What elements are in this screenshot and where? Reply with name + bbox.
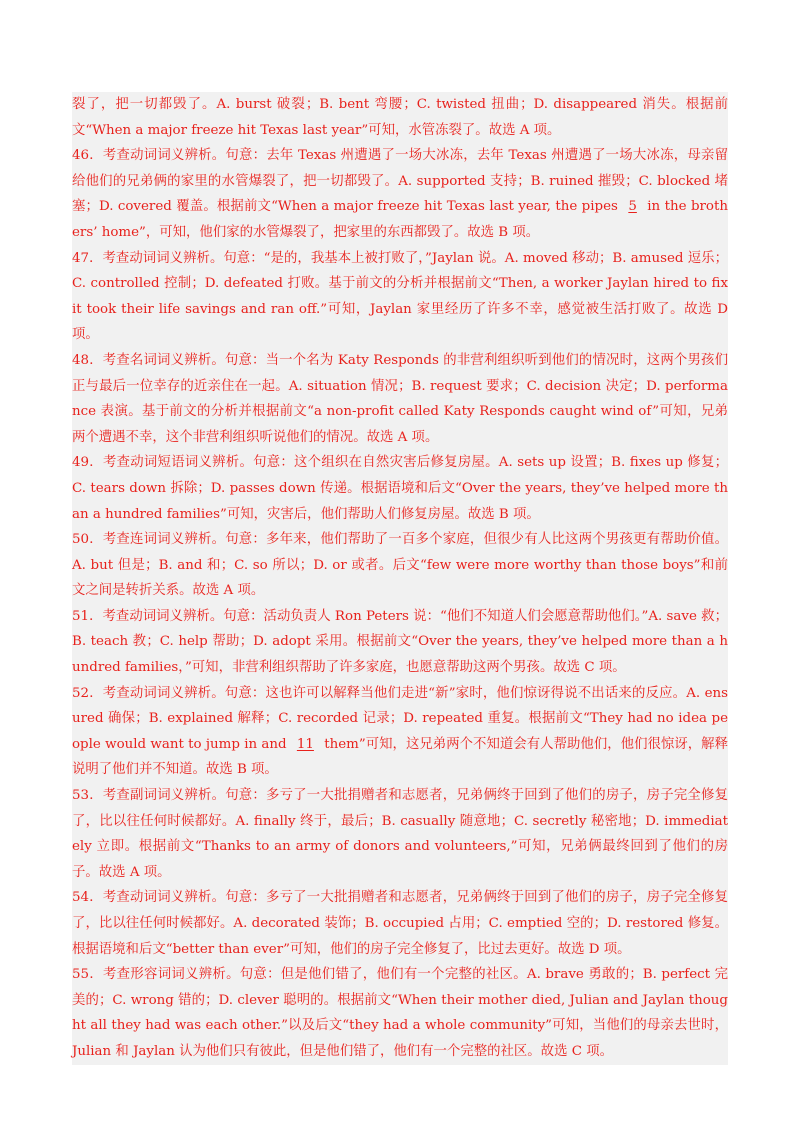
explanation-51	[72, 604, 728, 681]
blank-number: 11	[296, 736, 314, 752]
explanation-text: 52．考查动词词义辨析。句意：这也许可以解释当他们走进“新”家时，他们惊讶得说不出话来的反应。A. ensured 确保；B. explained 解释；C. recorded 记录；D. repeated 重复。根据前文“They had no idea people would want to jump in and	[72, 685, 728, 752]
explanation-text: in the brothers’ home”，可知，他们家的水管爆裂了，把家里的东西都毁了。故选 B 项。	[72, 199, 728, 240]
explanation-54	[72, 885, 728, 962]
explanation-45-continued	[72, 92, 728, 143]
explanation-text: them”可知，这兄弟两个不知道会有人帮助他们，他们很惊讶，解释说明了他们并不知道。故选 B 项。	[72, 736, 728, 778]
explanation-text: 46．考查动词词义辨析。句意：去年 Texas 州遭遇了一场大冰冻，去年 Texas 州遭遇了一场大冰冻，母亲留给他们的兄弟俩的家里的水管爆裂了，把一切都毁了。A. supported 支持；B. ruined 摧毁；C. blocked 堵塞；D. covered 覆盖。根据前文“When a major freeze hit Texas last year, the pipes	[72, 148, 728, 215]
answer-explanations	[72, 92, 728, 1065]
explanation-53	[72, 783, 728, 885]
explanation-47	[72, 246, 728, 348]
explanation-text: 48．考查名词词义辨析。句意：当一个名为 Katy Responds 的非营利组织听到他们的情况时，这两个男孩们正与最后一位幸存的近亲住在一起。A. situation 情况；B. request 要求；C. decision 决定；D. performance 表演。基于前文的分析并根据前文“a non-profit called Katy Responds caught wind of”可知，兄弟两个遭遇不幸，这个非营利组织听说他们的情况。故选 A 项。	[72, 352, 728, 445]
explanation-50	[72, 527, 728, 604]
explanation-49	[72, 450, 728, 527]
explanation-text: 47．考查动词词义辨析。句意：“是的，我基本上被打败了，”Jaylan 说。A. moved 移动；B. amused 逗乐；C. controlled 控制；D. defeated 打败。基于前文的分析并根据前文“Then, a worker Jaylan hired to fix it took their life savings and ran off.”可知，Jaylan 家里经历了许多不幸，感觉被生活打败了。故选 D 项。	[72, 250, 728, 343]
explanation-46	[72, 143, 728, 245]
explanation-55	[72, 962, 728, 1064]
explanation-text: 54．考查动词词义辨析。句意：多亏了一大批捐赠者和志愿者，兄弟俩终于回到了他们的房子，房子完全修复了，比以往任何时候都好。A. decorated 装饰；B. occupied 占用；C. emptied 空的；D. restored 修复。根据语境和后文“better than ever”可知，他们的房子完全修复了，比过去更好。故选 D 项。	[72, 890, 728, 957]
explanation-48	[72, 348, 728, 450]
explanation-text: 50．考查连词词义辨析。句意：多年来，他们帮助了一百多个家庭，但很少有人比这两个男孩更有帮助价值。A. but 但是；B. and 和；C. so 所以；D. or 或者。后文“few were more worthy than those boys”和前文之间是转折关系。故选 A 项。	[72, 532, 728, 599]
explanation-text: 51．考查动词词义辨析。句意：活动负责人 Ron Peters 说：“他们不知道人们会愿意帮助他们。”A. save 救；B. teach 教；C. help 帮助；D. adopt 采用。根据前文“Over the years, they’ve helped more than a hundred families，”可知，非营利组织帮助了许多家庭，也愿意帮助这两个男孩。故选 C 项。	[72, 608, 728, 676]
explanation-text: 55．考查形容词词义辨析。句意：但是他们错了，他们有一个完整的社区。A. brave 勇敢的；B. perfect 完美的；C. wrong 错的；D. clever 聪明的。根据前文“When their mother died, Julian and Jaylan thought all they had was each other.”以及后文“they had a whole community”可知，当他们的母亲去世时，Julian 和 Jaylan 认为他们只有彼此，但是他们错了，他们有一个完整的社区。故选 C 项。	[72, 967, 728, 1059]
explanation-text: 裂了，把一切都毁了。A. burst 破裂；B. bent 弯腰；C. twisted 扭曲；D. disappeared 消失。根据前文“When a major freeze hit Texas last year”可知，水管冻裂了。故选 A 项。	[72, 97, 728, 138]
explanation-52	[72, 681, 728, 783]
explanation-text: 49．考查动词短语词义辨析。句意：这个组织在自然灾害后修复房屋。A. sets up 设置；B. fixes up 修复；C. tears down 拆除；D. passes down 传递。根据语境和后文“Over the years, they’ve helped more than a hundred families”可知，灾害后，他们帮助人们修复房屋。故选 B 项。	[72, 455, 728, 522]
explanation-text: 53．考查副词词义辨析。句意：多亏了一大批捐赠者和志愿者，兄弟俩终于回到了他们的房子，房子完全修复了，比以往任何时候都好。A. finally 终于，最后；B. casually 随意地；C. secretly 秘密地；D. immediately 立即。根据前文“Thanks to an army of donors and volunteers,”可知，兄弟俩最终回到了他们的房子。故选 A 项。	[72, 788, 728, 880]
blank-number: 5	[628, 199, 637, 215]
